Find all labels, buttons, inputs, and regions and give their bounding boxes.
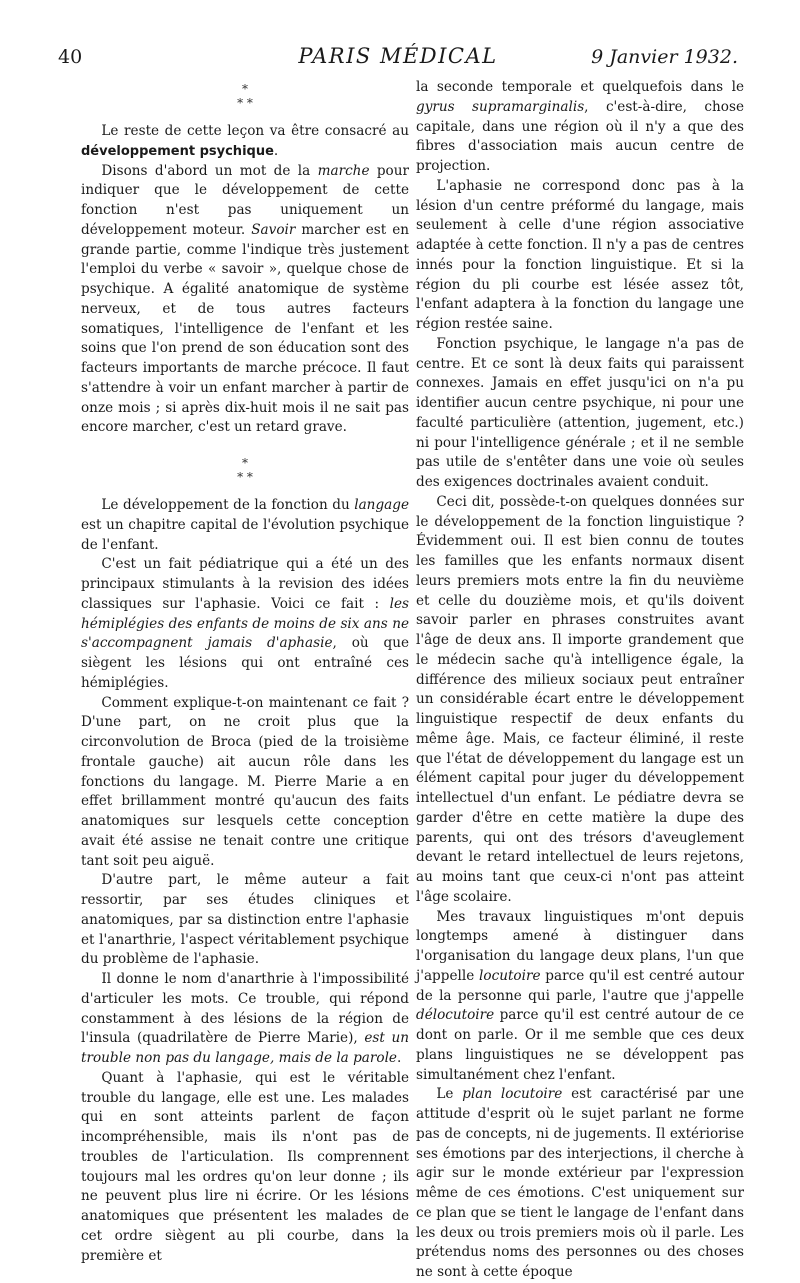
paragraph: Il donne le nom d'anarthrie à l'impossibilité d'articuler les mots. Ce trouble, qui répond constamment à des lésions de la région de l'insula (quadrilatère de Pierre Marie), est un trouble non pas du langage, mais de la parole. xyxy=(81,971,409,1066)
paragraph: Fonction psychique, le langage n'a pas de centre. Et ce sont là deux faits qui paraissent connexes. Jamais en effet jusqu'ici on n'a pu identifier aucun centre psychique, ni pour une faculté particulière (attention, jugement, etc.) ni pour l'intelligence générale ; et il ne semble pas utile de s'entêter dans une voie où seules des exigences doctrinales avaient conduit. xyxy=(416,335,744,490)
left-column xyxy=(81,78,409,1266)
section-separator: * * * xyxy=(237,82,253,110)
paragraph: Comment explique-t-on maintenant ce fait ? D'une part, on ne croit plus que la circonvolution de Broca (pied de la troisième frontale gauche) ait aucun rôle dans les fonctions du langage. M. Pierre Marie a en effet brillamment montré qu'aucun des faits anatomiques sur lesquels cette conception avait été assise ne tenait contre une critique tant soit peu aiguë. xyxy=(81,694,409,869)
right-column xyxy=(416,78,744,1283)
section-separator: * * * xyxy=(237,456,253,484)
paragraph: Le plan locutoire est caractérisé par une attitude d'esprit où le sujet parlant ne forme pas de concepts, ni de jugements. Il extériorise ses émotions par des interjections, il cherche à agir sur le monde extérieur par l'expression même de ces émotions. C'est uniquement sur ce plan que se tient le langage de l'enfant dans les deux ou trois premiers mois où il parle. Les prétendus noms des personnes ou des choses ne sont à cette époque xyxy=(416,1086,744,1280)
page-number: 40 xyxy=(58,46,83,68)
paragraph: Mes travaux linguistiques m'ont depuis longtemps amené à distinguer dans l'organisation du langage deux plans, l'un que j'appelle locutoire parce qu'il est centré autour de la personne qui parle, l'autre que j'appelle délocutoire parce qu'il est centré autour de ce dont on parle. Or il me semble que ces deux plans linguistiques ne se développent pas simultanément chez l'enfant. xyxy=(416,908,744,1083)
paragraph: Disons d'abord un mot de la marche pour indiquer que le développement de cette fonction n'est pas uniquement un développement moteur. Savoir marcher est en grande partie, comme l'indique très justement l'emploi du verbe « savoir », quelque chose de psychique. A égalité anatomique de système nerveux, et de tous autres facteurs somatiques, l'intelligence de l'enfant et les soins que l'on prend de son éducation sont des facteurs importants de marche précoce. Il faut s'attendre à voir un enfant marcher à partir de onze mois ; si après dix-huit mois il ne sait pas encore marcher, c'est un retard grave. xyxy=(81,162,409,436)
paragraph: la seconde temporale et quelquefois dans le gyrus supramarginalis, c'est-à-dire, chose capitale, dans une région où il n'y a que des fibres d'association mais aucun centre de projection. xyxy=(416,79,744,174)
paragraph: Quant à l'aphasie, qui est le véritable trouble du langage, elle est une. Les malades qui en sont atteints parlent de façon incompréhensible, mais ils n'ont pas de troubles de l'articulation. Ils comprennent toujours mal les ordres qu'on leur donne ; ils ne peuvent plus lire ni écrire. Or les lésions anatomiques que présentent les malades de cet ordre siègent au pli courbe, dans la première et xyxy=(81,1069,409,1264)
paragraph: C'est un fait pédiatrique qui a été un des principaux stimulants à la revision des idées classiques sur l'aphasie. Voici ce fait : les hémiplégies des enfants de moins de six ans ne s'accompagnent jamais d'aphasie, où que siègent les lésions qui ont entraîné ces hémiplégies. xyxy=(81,556,409,691)
issue-date: 9 Janvier 1932. xyxy=(591,46,738,68)
paragraph: Ceci dit, possède-t-on quelques données sur le développement de la fonction linguistique ? Évidemment oui. Il est bien connu de toutes les familles que les enfants normaux disent leurs premiers mots entre la fin du neuvième et celle du douzième mois, et qu'ils doivent savoir parler en phrases construites avant l'âge de deux ans. Il importe grandement que le médecin sache qu'à intelligence égale, la différence des milieux sociaux peut entraîner un considérable écart entre le développement linguistique respectif de deux enfants du même âge. Mais, ce facteur éliminé, il reste que l'état de développement du langage est un élément capital pour juger du développement intellectuel d'un enfant. Le pédiatre devra se garder d'être en cette matière la dupe des parents, qui ont des trésors d'aveuglement devant le retard intellectuel de leurs rejetons, au moins tant que ceux-ci n'ont pas atteint l'âge scolaire. xyxy=(416,493,744,905)
paragraph: Le reste de cette leçon va être consacré au développement psychique. xyxy=(81,123,409,159)
paragraph: L'aphasie ne correspond donc pas à la lésion d'un centre préformé du langage, mais seulement à celle d'une région associative adaptée à cette fonction. Il n'y a pas de centres innés pour la fonction linguistique. Et si la région du pli courbe est lésée assez tôt, l'enfant adaptera à la fonction du langage une région restée saine. xyxy=(416,177,744,332)
running-header xyxy=(58,44,738,76)
journal-title: PARIS MÉDICAL xyxy=(298,44,498,68)
paragraph: D'autre part, le même auteur a fait ressortir, par ses études cliniques et anatomiques, par sa distinction entre l'aphasie et l'anarthrie, l'aspect véritablement psychique du problème de l'aphasie. xyxy=(81,872,409,968)
paragraph: Le développement de la fonction du langage est un chapitre capital de l'évolution psychique de l'enfant. xyxy=(81,497,409,553)
